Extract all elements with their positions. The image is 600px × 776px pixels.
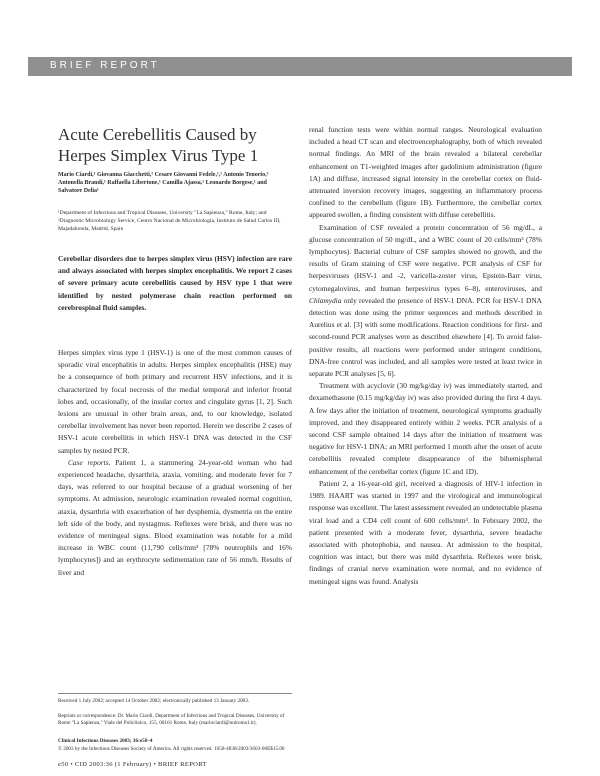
paragraph-csf (309, 222, 542, 381)
article-title: Acute Cerebellitis Caused by Herpes Simplex Virus Type 1 (58, 125, 259, 165)
copyright-note: © 2003 by the Infectious Diseases Society of America. All rights reserved. 1058-4838/2003/3603-00E$15.00 (58, 746, 285, 752)
reprints-note: Reprints or correspondence: Dr. Mario Ciardi, Department of Infectious and Tropical Diseases, University of Rome "La Sapienza," Viale del Policlinico, 155, 00161 Rome, Italy (mariociardi@uniroma1.it). (58, 713, 285, 727)
case-paragraph (58, 457, 292, 579)
page-footer: e50 • CID 2003:36 (1 February) • BRIEF REPORT (58, 761, 207, 768)
paragraph-csf-end: only revealed the presence of HSV-1 DNA. PCR for HSV-1 DNA detection was done using the primer sequences and methods described in Aurelius et al. [3] with some modifications. Reaction conditions for first- and second-round PCR analyses were as described elsewhere [4]. To avoid false-positive results, all reactions were performed under stringent conditions, DNA-free control was included, and all samples were tested at least twice in separate PCR analyses [5, 6]. (309, 295, 542, 379)
chlamydia-term: Chlamydia (309, 295, 342, 305)
received-note: Received 1 July 2002; accepted 14 October 2002; electronically published 13 January 2003. (58, 698, 250, 704)
paragraph-csf-start: Examination of CSF revealed a protein concentration of 56 mg/dL, a glucose concentration of 50 mg/dL, and a WBC count of 20 cells/mm³ (78% lymphocytes). Bacterial culture of CSF samples showed no growth, and the results of Gram staining of CSF were negative. PCR analysis of CSF for herpesviruses (HSV-1 and -2, varicella-zoster virus, Epstein-Barr virus, cytomegalovirus, and human herpesvirus types 6–8), enteroviruses, and (309, 222, 542, 293)
abstract: Cerebellar disorders due to herpes simplex virus (HSV) infection are rare and always associated with herpes simplex encephalitis. We report 2 cases of severe primary acute cerebellitis caused by HSV type 1 that were identified by nested polymerase chain reaction performed on cerebrospinal fluid samples. (58, 254, 292, 312)
left-column-body (58, 347, 292, 579)
paragraph-treatment: Treatment with acyclovir (30 mg/kg/day iv) was immediately started, and dexamethasone (0.15 mg/kg/day iv) was also provided during the first 4 days. A few days after the initiation of treatment, neurological symptoms gradually improved, and they disappeared entirely within 2 weeks. PCR analysis of a second CSF sample obtained 14 days after the initiation of treatment was negative for HSV-1 DNA; an MRI performed 1 month after the onset of acute cerebellitis revealed complete disappearance of the bihemispheral enhancement of the cerebellar cortex (figure 1C and 1D). (309, 381, 542, 476)
footnote-divider (58, 693, 292, 694)
intro-paragraph: Herpes simplex virus type 1 (HSV-1) is one of the most common causes of sporadic viral encephalitis in adults. Herpes simplex encephalitis (HSE) may be a consequence of both primary and recurrent HSV infections, and it is characterized by focal necrosis of the medial temporal and inferior frontal lobes and, occasionally, of the insular cortex and cingulate gyrus [1, 2]. Such lesions are unusual in other brain areas, and, to our knowledge, isolated cerebellar involvement has never been reported. Herein we describe 2 cases of HSV-1 acute cerebellitis in which HSV-1 DNA was detected in the CSF samples by nested PCR. (58, 348, 292, 455)
section-banner-label: BRIEF REPORT (50, 60, 160, 71)
journal-citation: Clinical Infectious Diseases 2003; 36:e50–4 (58, 738, 153, 744)
case-reports-label: Case reports. (68, 457, 111, 467)
right-column-body (309, 124, 542, 588)
paragraph-patient-2: Patient 2, a 16-year-old girl, received a diagnosis of HIV-1 infection in 1989. HAART was started in 1997 and the virological and immunological response was excellent. The latest assessment revealed an undetectable plasma viral load and a CD4 cell count of 600 cells/mm³. In February 2002, the patient presented with a moderate fever, dysarthria, severe headache associated with photophobia, and nausea. At admission to the hospital, cognition was intact, but there was mild dysarthria. Reflexes were brisk, findings of cranial nerve examination were normal, and no evidence of meningeal signs was found. Analysis (309, 478, 542, 586)
affiliations: ¹Department of Infectious and Tropical Diseases, University "La Sapienza," Rome, Italy; and ²Diagnostic Microbiology Service, Centro Nacional de Microbiología, Instituto de Salud Carlos III, Majadahonda, Madrid, Spain (58, 210, 281, 232)
case-paragraph-text: Patient 1, a stammering 24-year-old woman who had experienced headache, dysarthria, ataxia, vomiting, and moderate fever for 7 days, was referred to our hospital because of a gradual worsening of her symptoms. At admission, neurologic examination revealed normal cognition, ataxia, dysarthria with exacerbation of her dysphemia, dysmetria on the entire left side of the body, and nystagmus. Reflexes were brisk, and there was no evidence of meningeal signs. Blood examination was notable for a mild increase in WBC count (11,790 cells/mm³ [78% neutrophils and 16% lymphocytes]) and an erythrocyte sedimentation rate of 56 mm/h. Results of liver and (58, 457, 292, 577)
paragraph-neuro-eval: renal function tests were within normal ranges. Neurological evaluation included a head CT scan and electroencephalography, both of which revealed normal findings. An MRI of the brain revealed a bilateral cerebellar enhancement on T1-weighted images after gadolinium administration (figure 1A) and diffuse, increased signal intensity in the cerebellar cortex on fluid-attenuated inversion recovery images, suggesting an inflammatory process confined to the cerebellum (figure 1B). Furthermore, the cerebellar cortex appeared swollen, a finding consistent with diffuse cerebellitis. (309, 125, 542, 220)
author-list: Mario Ciardi,¹ Giovanna Giacchetti,¹ Cesare Giovanni Fedele,¹,² Antonio Tenorio,² Antonella Brandi,¹ Raffaella Libertone,¹ Camilla Ajassa,¹ Leonardo Borgese,¹ and Salvatore Delia¹ (58, 172, 269, 195)
